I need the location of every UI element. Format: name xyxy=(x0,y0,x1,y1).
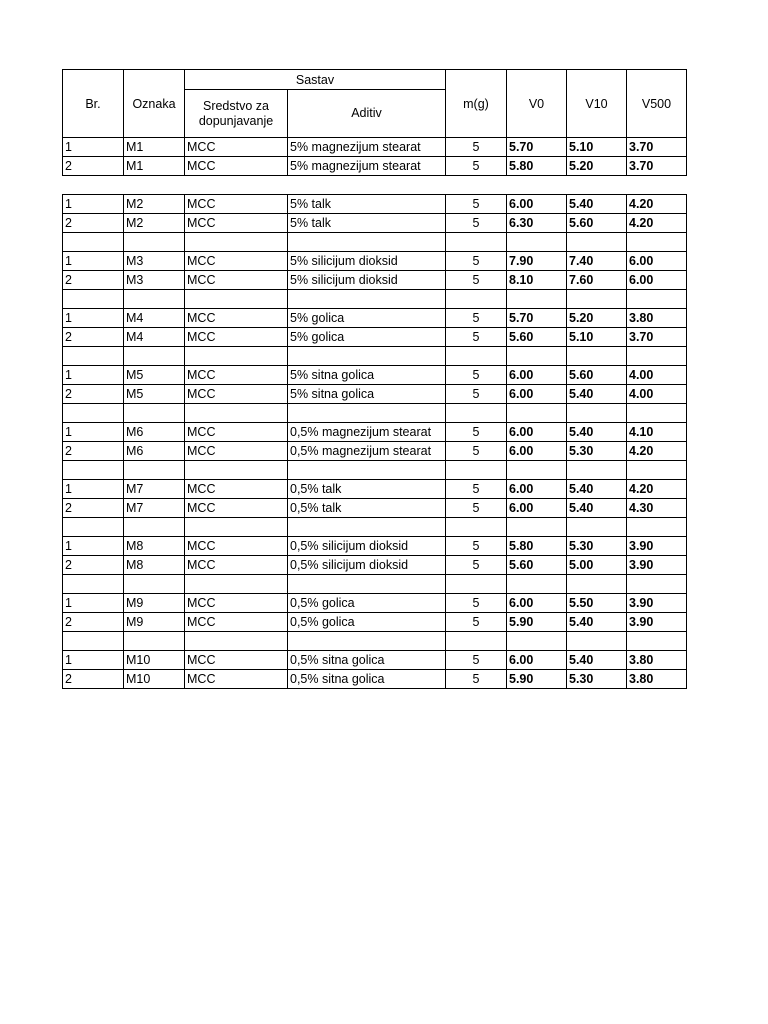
empty-cell xyxy=(446,404,507,423)
cell-sredstvo: MCC xyxy=(185,556,288,575)
cell-mass: 5 xyxy=(446,594,507,613)
empty-cell xyxy=(567,290,627,309)
empty-cell xyxy=(567,404,627,423)
cell-v500: 3.70 xyxy=(627,157,687,176)
table-row xyxy=(63,594,687,613)
empty-cell xyxy=(288,347,446,366)
cell-v500: 3.70 xyxy=(627,328,687,347)
cell-br: 1 xyxy=(63,480,124,499)
empty-cell xyxy=(567,575,627,594)
table-row xyxy=(63,556,687,575)
cell-mass: 5 xyxy=(446,195,507,214)
empty-cell xyxy=(567,461,627,480)
cell-mass: 5 xyxy=(446,252,507,271)
empty-cell xyxy=(507,233,567,252)
empty-row xyxy=(63,290,687,309)
cell-oznaka: M10 xyxy=(124,670,185,689)
cell-sredstvo: MCC xyxy=(185,138,288,157)
cell-v10: 5.30 xyxy=(567,670,627,689)
empty-cell xyxy=(63,347,124,366)
cell-v10: 5.40 xyxy=(567,423,627,442)
cell-v0: 5.70 xyxy=(507,309,567,328)
empty-row xyxy=(63,632,687,651)
header-sastav: Sastav xyxy=(185,70,446,90)
empty-cell xyxy=(567,632,627,651)
results-table xyxy=(62,69,687,689)
cell-aditiv: 5% sitna golica xyxy=(288,366,446,385)
table-row xyxy=(63,252,687,271)
table-row xyxy=(63,537,687,556)
cell-aditiv: 0,5% magnezijum stearat xyxy=(288,423,446,442)
empty-cell xyxy=(507,404,567,423)
cell-aditiv: 0,5% golica xyxy=(288,613,446,632)
cell-sredstvo: MCC xyxy=(185,423,288,442)
cell-v500: 4.00 xyxy=(627,366,687,385)
cell-v10: 5.40 xyxy=(567,480,627,499)
cell-sredstvo: MCC xyxy=(185,271,288,290)
cell-br: 1 xyxy=(63,366,124,385)
empty-cell xyxy=(63,518,124,537)
cell-mass: 5 xyxy=(446,138,507,157)
cell-br: 2 xyxy=(63,556,124,575)
cell-v500: 6.00 xyxy=(627,252,687,271)
cell-mass: 5 xyxy=(446,271,507,290)
cell-br: 2 xyxy=(63,157,124,176)
cell-mass: 5 xyxy=(446,499,507,518)
cell-aditiv: 0,5% talk xyxy=(288,499,446,518)
cell-v10: 7.40 xyxy=(567,252,627,271)
empty-cell xyxy=(446,347,507,366)
empty-cell xyxy=(446,575,507,594)
empty-cell xyxy=(288,404,446,423)
cell-mass: 5 xyxy=(446,366,507,385)
cell-v10: 5.10 xyxy=(567,138,627,157)
empty-row xyxy=(63,233,687,252)
cell-v500: 4.20 xyxy=(627,195,687,214)
cell-oznaka: M3 xyxy=(124,252,185,271)
table-row xyxy=(63,613,687,632)
table-row xyxy=(63,499,687,518)
cell-v10: 5.60 xyxy=(567,214,627,233)
empty-cell xyxy=(124,632,185,651)
cell-v500: 6.00 xyxy=(627,271,687,290)
cell-br: 1 xyxy=(63,138,124,157)
empty-cell xyxy=(446,290,507,309)
cell-mass: 5 xyxy=(446,214,507,233)
cell-oznaka: M9 xyxy=(124,594,185,613)
cell-aditiv: 5% sitna golica xyxy=(288,385,446,404)
empty-cell xyxy=(288,290,446,309)
cell-br: 2 xyxy=(63,613,124,632)
cell-aditiv: 0,5% silicijum dioksid xyxy=(288,537,446,556)
cell-sredstvo: MCC xyxy=(185,309,288,328)
cell-sredstvo: MCC xyxy=(185,651,288,670)
empty-cell xyxy=(185,404,288,423)
cell-oznaka: M1 xyxy=(124,157,185,176)
empty-cell xyxy=(446,233,507,252)
cell-v10: 5.60 xyxy=(567,366,627,385)
cell-mass: 5 xyxy=(446,442,507,461)
cell-oznaka: M10 xyxy=(124,651,185,670)
header-br: Br. xyxy=(63,70,124,138)
cell-v0: 6.00 xyxy=(507,366,567,385)
cell-mass: 5 xyxy=(446,556,507,575)
empty-cell xyxy=(507,518,567,537)
cell-br: 2 xyxy=(63,670,124,689)
header-v10: V10 xyxy=(567,70,627,138)
cell-oznaka: M4 xyxy=(124,309,185,328)
empty-cell xyxy=(446,518,507,537)
cell-sredstvo: MCC xyxy=(185,499,288,518)
empty-cell xyxy=(627,347,687,366)
empty-cell xyxy=(288,575,446,594)
header-v0: V0 xyxy=(507,70,567,138)
header-mass: m(g) xyxy=(446,70,507,138)
table-row xyxy=(63,138,687,157)
cell-mass: 5 xyxy=(446,157,507,176)
empty-row xyxy=(63,461,687,480)
empty-cell xyxy=(63,404,124,423)
cell-v0: 5.80 xyxy=(507,537,567,556)
empty-cell xyxy=(185,290,288,309)
cell-sredstvo: MCC xyxy=(185,442,288,461)
cell-v10: 5.40 xyxy=(567,385,627,404)
empty-cell xyxy=(627,461,687,480)
cell-sredstvo: MCC xyxy=(185,613,288,632)
cell-aditiv: 5% magnezijum stearat xyxy=(288,157,446,176)
cell-v10: 5.30 xyxy=(567,537,627,556)
cell-v500: 4.20 xyxy=(627,442,687,461)
cell-oznaka: M6 xyxy=(124,423,185,442)
cell-br: 1 xyxy=(63,651,124,670)
cell-v0: 7.90 xyxy=(507,252,567,271)
cell-br: 2 xyxy=(63,328,124,347)
cell-sredstvo: MCC xyxy=(185,252,288,271)
empty-cell xyxy=(63,290,124,309)
empty-cell xyxy=(446,632,507,651)
cell-v10: 7.60 xyxy=(567,271,627,290)
cell-sredstvo: MCC xyxy=(185,537,288,556)
cell-v0: 5.80 xyxy=(507,157,567,176)
cell-v500: 3.90 xyxy=(627,556,687,575)
cell-mass: 5 xyxy=(446,670,507,689)
cell-v0: 5.60 xyxy=(507,328,567,347)
cell-v500: 3.80 xyxy=(627,670,687,689)
cell-aditiv: 0,5% sitna golica xyxy=(288,651,446,670)
cell-sredstvo: MCC xyxy=(185,328,288,347)
cell-v0: 6.30 xyxy=(507,214,567,233)
empty-cell xyxy=(124,290,185,309)
cell-v500: 4.20 xyxy=(627,480,687,499)
cell-br: 1 xyxy=(63,309,124,328)
cell-mass: 5 xyxy=(446,613,507,632)
spreadsheet xyxy=(62,69,687,689)
cell-v500: 4.30 xyxy=(627,499,687,518)
cell-br: 2 xyxy=(63,442,124,461)
cell-v500: 4.10 xyxy=(627,423,687,442)
cell-oznaka: M7 xyxy=(124,499,185,518)
empty-cell xyxy=(63,461,124,480)
table-row xyxy=(63,195,687,214)
cell-oznaka: M3 xyxy=(124,271,185,290)
header-v500: V500 xyxy=(627,70,687,138)
cell-sredstvo: MCC xyxy=(185,366,288,385)
table-header xyxy=(63,70,687,138)
cell-sredstvo: MCC xyxy=(185,214,288,233)
cell-oznaka: M8 xyxy=(124,556,185,575)
separator-cell xyxy=(63,176,687,195)
cell-v0: 6.00 xyxy=(507,423,567,442)
cell-v500: 3.80 xyxy=(627,651,687,670)
empty-cell xyxy=(185,461,288,480)
empty-cell xyxy=(507,347,567,366)
table-row xyxy=(63,214,687,233)
empty-cell xyxy=(507,632,567,651)
cell-sredstvo: MCC xyxy=(185,385,288,404)
cell-br: 1 xyxy=(63,594,124,613)
cell-v10: 5.50 xyxy=(567,594,627,613)
cell-mass: 5 xyxy=(446,651,507,670)
cell-mass: 5 xyxy=(446,537,507,556)
cell-br: 1 xyxy=(63,252,124,271)
table-body xyxy=(63,138,687,689)
empty-cell xyxy=(124,404,185,423)
empty-cell xyxy=(185,632,288,651)
cell-v500: 3.90 xyxy=(627,613,687,632)
cell-mass: 5 xyxy=(446,423,507,442)
cell-aditiv: 0,5% golica xyxy=(288,594,446,613)
cell-v10: 5.00 xyxy=(567,556,627,575)
cell-oznaka: M7 xyxy=(124,480,185,499)
cell-v10: 5.10 xyxy=(567,328,627,347)
cell-mass: 5 xyxy=(446,385,507,404)
empty-cell xyxy=(124,347,185,366)
cell-v0: 8.10 xyxy=(507,271,567,290)
cell-br: 2 xyxy=(63,499,124,518)
cell-oznaka: M5 xyxy=(124,366,185,385)
cell-oznaka: M5 xyxy=(124,385,185,404)
cell-br: 2 xyxy=(63,385,124,404)
header-sredstvo: Sredstvo za dopunjavanje xyxy=(185,90,288,138)
empty-cell xyxy=(627,632,687,651)
empty-cell xyxy=(627,518,687,537)
empty-row xyxy=(63,404,687,423)
empty-cell xyxy=(507,461,567,480)
empty-cell xyxy=(288,518,446,537)
table-row xyxy=(63,328,687,347)
cell-v0: 6.00 xyxy=(507,442,567,461)
cell-v0: 5.60 xyxy=(507,556,567,575)
cell-v0: 6.00 xyxy=(507,195,567,214)
empty-cell xyxy=(567,347,627,366)
cell-oznaka: M1 xyxy=(124,138,185,157)
cell-v10: 5.20 xyxy=(567,157,627,176)
cell-oznaka: M9 xyxy=(124,613,185,632)
header-aditiv: Aditiv xyxy=(288,90,446,138)
cell-br: 2 xyxy=(63,214,124,233)
cell-v500: 3.90 xyxy=(627,537,687,556)
cell-v0: 6.00 xyxy=(507,480,567,499)
table-row xyxy=(63,670,687,689)
empty-cell xyxy=(124,461,185,480)
table-row xyxy=(63,423,687,442)
cell-sredstvo: MCC xyxy=(185,670,288,689)
cell-aditiv: 5% golica xyxy=(288,328,446,347)
empty-cell xyxy=(507,575,567,594)
empty-cell xyxy=(124,575,185,594)
empty-cell xyxy=(124,518,185,537)
cell-v500: 4.00 xyxy=(627,385,687,404)
cell-v500: 4.20 xyxy=(627,214,687,233)
cell-sredstvo: MCC xyxy=(185,195,288,214)
empty-row xyxy=(63,575,687,594)
cell-br: 1 xyxy=(63,195,124,214)
empty-cell xyxy=(627,233,687,252)
cell-aditiv: 5% magnezijum stearat xyxy=(288,138,446,157)
table-row xyxy=(63,385,687,404)
empty-cell xyxy=(627,575,687,594)
cell-v0: 6.00 xyxy=(507,499,567,518)
empty-cell xyxy=(627,404,687,423)
cell-aditiv: 0,5% silicijum dioksid xyxy=(288,556,446,575)
cell-sredstvo: MCC xyxy=(185,157,288,176)
cell-aditiv: 0,5% magnezijum stearat xyxy=(288,442,446,461)
cell-mass: 5 xyxy=(446,309,507,328)
cell-mass: 5 xyxy=(446,328,507,347)
cell-aditiv: 0,5% sitna golica xyxy=(288,670,446,689)
separator-row xyxy=(63,176,687,195)
table-row xyxy=(63,366,687,385)
table-row xyxy=(63,480,687,499)
empty-cell xyxy=(288,233,446,252)
empty-cell xyxy=(63,233,124,252)
cell-v0: 5.90 xyxy=(507,670,567,689)
cell-aditiv: 5% talk xyxy=(288,195,446,214)
empty-cell xyxy=(185,347,288,366)
cell-aditiv: 5% golica xyxy=(288,309,446,328)
cell-v0: 5.70 xyxy=(507,138,567,157)
table-row xyxy=(63,442,687,461)
cell-sredstvo: MCC xyxy=(185,480,288,499)
table-row xyxy=(63,157,687,176)
cell-sredstvo: MCC xyxy=(185,594,288,613)
cell-aditiv: 0,5% talk xyxy=(288,480,446,499)
empty-cell xyxy=(446,461,507,480)
cell-br: 1 xyxy=(63,537,124,556)
cell-v10: 5.30 xyxy=(567,442,627,461)
cell-v10: 5.40 xyxy=(567,195,627,214)
empty-cell xyxy=(63,575,124,594)
empty-cell xyxy=(627,290,687,309)
cell-v0: 6.00 xyxy=(507,651,567,670)
header-oznaka: Oznaka xyxy=(124,70,185,138)
empty-cell xyxy=(288,632,446,651)
empty-cell xyxy=(63,632,124,651)
cell-v10: 5.40 xyxy=(567,651,627,670)
cell-aditiv: 5% silicijum dioksid xyxy=(288,271,446,290)
cell-oznaka: M2 xyxy=(124,214,185,233)
cell-v0: 5.90 xyxy=(507,613,567,632)
cell-v10: 5.40 xyxy=(567,499,627,518)
empty-row xyxy=(63,347,687,366)
empty-cell xyxy=(185,233,288,252)
cell-oznaka: M8 xyxy=(124,537,185,556)
cell-v500: 3.90 xyxy=(627,594,687,613)
table-row xyxy=(63,651,687,670)
cell-br: 1 xyxy=(63,423,124,442)
cell-v10: 5.40 xyxy=(567,613,627,632)
empty-cell xyxy=(288,461,446,480)
empty-cell xyxy=(567,233,627,252)
table-row xyxy=(63,271,687,290)
cell-oznaka: M2 xyxy=(124,195,185,214)
empty-cell xyxy=(185,518,288,537)
cell-oznaka: M4 xyxy=(124,328,185,347)
table-row xyxy=(63,309,687,328)
cell-v0: 6.00 xyxy=(507,594,567,613)
cell-v10: 5.20 xyxy=(567,309,627,328)
empty-cell xyxy=(567,518,627,537)
empty-cell xyxy=(124,233,185,252)
cell-v500: 3.70 xyxy=(627,138,687,157)
cell-aditiv: 5% silicijum dioksid xyxy=(288,252,446,271)
cell-mass: 5 xyxy=(446,480,507,499)
empty-cell xyxy=(507,290,567,309)
cell-v0: 6.00 xyxy=(507,385,567,404)
cell-aditiv: 5% talk xyxy=(288,214,446,233)
cell-oznaka: M6 xyxy=(124,442,185,461)
cell-v500: 3.80 xyxy=(627,309,687,328)
empty-row xyxy=(63,518,687,537)
cell-br: 2 xyxy=(63,271,124,290)
empty-cell xyxy=(185,575,288,594)
